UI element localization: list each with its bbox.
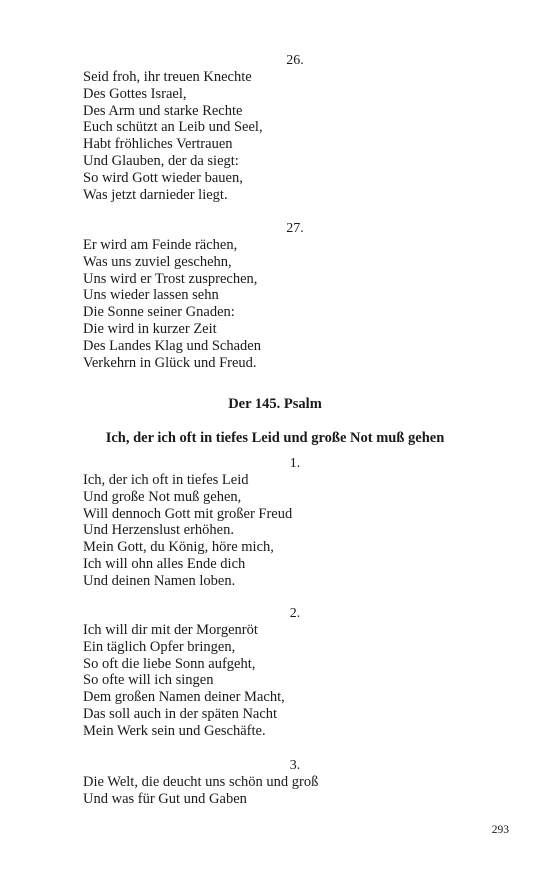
stanza-number: 2.	[289, 606, 301, 621]
verse-line: Des Gottes Israel,	[83, 85, 187, 102]
verse-line: Die Welt, die deucht uns schön und groß	[83, 774, 319, 790]
verse-line: Die wird in kurzer Zeit	[83, 320, 217, 337]
stanza-26	[83, 52, 503, 203]
verse-line: Ich will ohn alles Ende dich	[83, 555, 246, 572]
psalm-title: Der 145. Psalm	[228, 396, 322, 412]
stanza-1	[83, 455, 503, 590]
stanza-number: 27.	[286, 221, 304, 236]
verse-line: Und Glauben, der da siegt:	[83, 152, 239, 169]
verse-line: Und Herzenslust erhöhen.	[83, 522, 234, 539]
verse-line: Ich, der ich oft in tiefes Leid	[83, 472, 249, 488]
verse-line: So ofte will ich singen	[83, 672, 214, 689]
verse-line: Uns wieder lassen sehn	[83, 287, 219, 304]
verse-line: Mein Gott, du König, höre mich,	[83, 539, 274, 556]
verse-line: Des Landes Klag und Schaden	[83, 337, 261, 354]
stanza-number: 3.	[289, 758, 301, 773]
hymn-title: Ich, der ich oft in tiefes Leid und große Not muß gehen	[105, 430, 445, 446]
verse-line: Was uns zuviel geschehn,	[83, 253, 232, 270]
page-number: 293	[491, 824, 509, 836]
verse-line: Ein täglich Opfer bringen,	[83, 638, 236, 655]
verse-line: Und was für Gut und Gaben	[83, 790, 247, 807]
verse-line: Verkehrn in Glück und Freud.	[83, 354, 257, 371]
verse-line: Und große Not muß gehen,	[83, 488, 242, 505]
stanza-27	[83, 220, 503, 371]
stanza-3	[83, 757, 503, 808]
verse-line: Die Sonne seiner Gnaden:	[83, 304, 235, 321]
verse-line: Er wird am Feinde rächen,	[83, 237, 238, 253]
verse-line: Des Arm und starke Rechte	[83, 102, 243, 119]
verse-line: Ich will dir mit der Morgenröt	[83, 622, 258, 638]
verse-line: Was jetzt darnieder liegt.	[83, 186, 228, 203]
verse-line: Seid froh, ihr treuen Knechte	[83, 69, 252, 85]
verse-line: Habt fröhliches Vertrauen	[83, 136, 233, 153]
verse-line: Will dennoch Gott mit großer Freud	[83, 505, 293, 522]
verse-line: So wird Gott wieder bauen,	[83, 169, 243, 186]
stanza-number: 1.	[289, 456, 301, 471]
verse-line: Das soll auch in der späten Nacht	[83, 705, 278, 722]
verse-line: Dem großen Namen deiner Macht,	[83, 689, 285, 706]
verse-line: Uns wird er Trost zusprechen,	[83, 270, 258, 287]
verse-line: So oft die liebe Sonn aufgeht,	[83, 655, 256, 672]
verse-line: Und deinen Namen loben.	[83, 572, 236, 589]
verse-line: Euch schützt an Leib und Seel,	[83, 119, 263, 136]
verse-line: Mein Werk sein und Geschäfte.	[83, 722, 266, 739]
stanza-2	[83, 605, 503, 740]
stanza-number: 26.	[286, 53, 304, 68]
